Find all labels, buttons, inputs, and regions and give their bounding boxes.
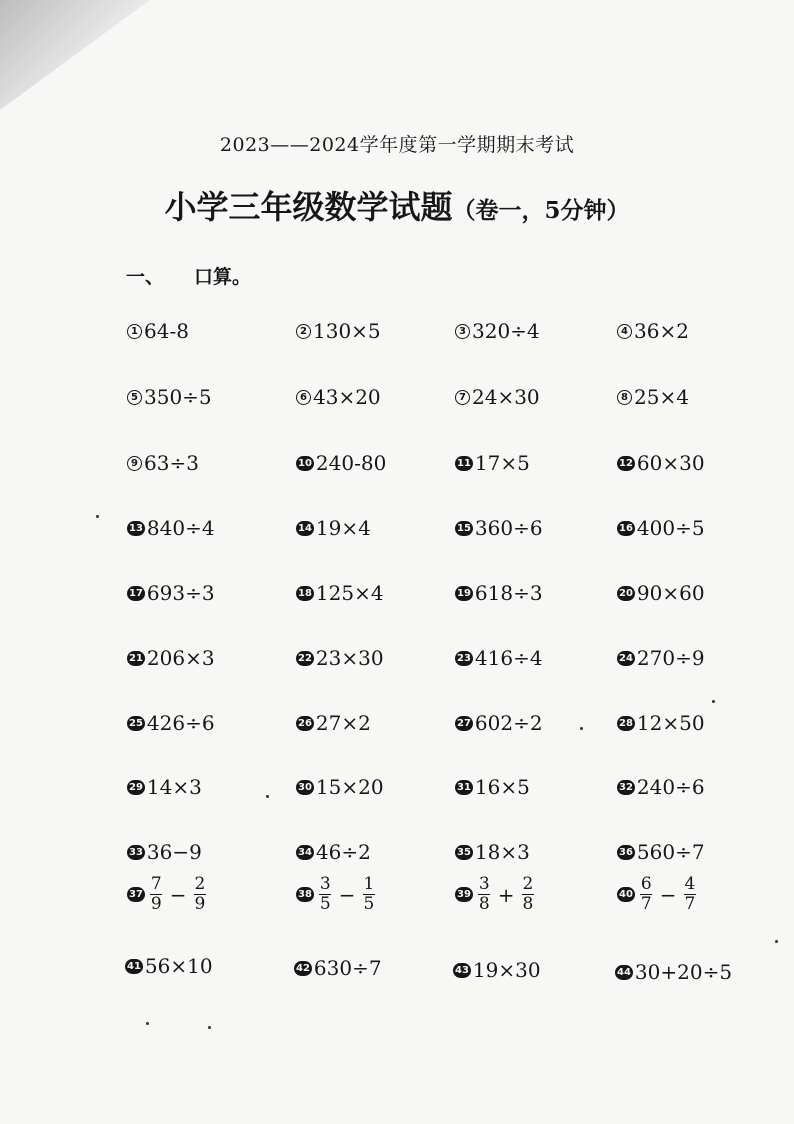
fraction-operator: − [659,882,677,907]
problem-item [296,385,381,409]
fraction [363,875,376,914]
problem-expression: 240÷6 [636,775,705,799]
problem-item [296,581,384,605]
problem-number: 10 [298,457,312,469]
problem-expression: 25×4 [634,385,689,409]
problem-number: 8 [617,390,632,405]
problem-item [617,775,705,799]
problem-expression: 416÷4 [474,646,543,670]
problem-number: 9 [127,456,142,471]
problem-expression: 125×4 [315,581,384,605]
problem-expression: 64-8 [144,319,189,343]
problem-expression: 602÷2 [474,711,543,735]
scan-speck [96,515,99,518]
fraction-denominator: 8 [522,894,534,915]
problem-item [455,840,530,864]
problem-number: 21 [129,652,143,664]
problem-item [455,385,540,409]
fraction-denominator: 9 [150,894,162,915]
problem-number: 42 [296,962,310,974]
problem-item [296,840,371,864]
problem-expression: 618÷3 [474,581,543,605]
problem-expression: 23×30 [315,646,384,670]
scan-speck [266,795,269,798]
problem-item [296,646,384,670]
problem-number: 11 [457,457,471,469]
problem-item [455,646,543,670]
problem-number: 35 [457,846,471,858]
problem-number: 2 [296,324,311,339]
problem-item [127,775,202,799]
fraction [684,875,697,914]
problem-expression: 130×5 [313,319,381,343]
problem-number: 12 [619,457,633,469]
problem-item [617,646,705,670]
problem-expression: 19×30 [472,958,541,982]
problem-item [296,319,381,343]
problem-number: 29 [129,781,143,793]
problem-expression: 63÷3 [144,451,199,475]
problem-item [296,775,384,799]
problem-number: 44 [617,966,631,978]
fraction-numerator: 4 [684,874,696,894]
problem-expression: 46÷2 [315,840,371,864]
problem-item [127,840,202,864]
problem-number: 31 [457,781,471,793]
problem-item [617,451,705,475]
problem-expression: 90×60 [636,581,705,605]
problem-item [294,956,382,980]
fraction [478,875,491,914]
problem-number: 13 [129,522,143,534]
problem-expression: 30+20÷5 [634,960,733,984]
fraction-numerator: 1 [363,874,375,894]
problem-expression: 56×10 [144,954,213,978]
problem-item [127,385,212,409]
problem-number: 26 [298,717,312,729]
fraction-denominator: 5 [319,894,331,915]
fraction-denominator: 7 [684,894,696,915]
section-heading [126,262,251,289]
fraction-denominator: 9 [194,894,206,915]
scan-speck [580,727,583,730]
problem-item [617,840,705,864]
problem-expression: 350÷5 [144,385,212,409]
problem-number: 5 [127,390,142,405]
problem-expression: 36×2 [634,319,689,343]
scan-speck [208,1026,211,1029]
problem-number: 19 [457,587,471,599]
problem-number: 36 [619,846,633,858]
title-text: 小学三年级数学试题 [164,188,453,226]
problem-item [455,516,543,540]
problem-number: 4 [617,324,632,339]
fraction [640,875,653,914]
fraction-numerator: 6 [640,874,652,894]
scan-speck [775,940,778,943]
problem-expression: 12×50 [636,711,705,735]
fraction [150,875,163,914]
problem-number: 22 [298,652,312,664]
problem-expression: 206×3 [146,646,215,670]
problem-expression: 840÷4 [146,516,215,540]
problem-item [453,958,541,982]
problem-item [127,581,215,605]
scan-speck [712,700,715,703]
problem-number: 14 [298,522,312,534]
fraction-denominator: 7 [640,894,652,915]
problem-item [455,319,540,343]
fraction-denominator: 5 [363,894,375,915]
problem-item [455,775,530,799]
problem-expression: 24×30 [472,385,540,409]
problem-expression: 320÷4 [472,319,540,343]
problem-expression: 270÷9 [636,646,705,670]
problem-item [455,581,543,605]
fraction-problem [296,875,378,914]
problem-item [127,711,215,735]
problem-item [617,319,689,343]
problem-expression: 36−9 [146,840,202,864]
problem-number: 24 [619,652,633,664]
problem-number: 39 [457,889,471,901]
problem-expression: 18×3 [474,840,530,864]
problem-item [296,451,386,475]
fraction-operator: − [338,882,356,907]
fraction-denominator: 8 [478,894,490,915]
problem-item [127,646,215,670]
scan-speck [146,1022,149,1025]
problem-number: 23 [457,652,471,664]
section-label: 口算。 [194,266,252,288]
fraction-problem [617,875,699,914]
problem-number: 17 [129,587,143,599]
section-number: 一、 [126,266,165,288]
problem-expression: 43×20 [313,385,381,409]
problem-expression: 60×30 [636,451,705,475]
problem-number: 38 [298,889,312,901]
problem-number: 40 [619,889,633,901]
problem-item [617,581,705,605]
problem-number: 32 [619,781,633,793]
problem-item [127,319,189,343]
problem-number: 6 [296,390,311,405]
problem-expression: 16×5 [474,775,530,799]
fraction [194,875,207,914]
problem-expression: 693÷3 [146,581,215,605]
exam-subtitle: 2023——2024学年度第一学期期末考试 [219,134,575,156]
problem-expression: 560÷7 [636,840,705,864]
problem-item [455,451,530,475]
fraction [522,875,535,914]
title-paren: （卷一，5分钟） [452,197,630,224]
problem-number: 18 [298,587,312,599]
problem-number: 41 [127,960,141,972]
problem-number: 30 [298,781,312,793]
paper-corner-shadow [0,0,150,110]
problem-item [617,385,689,409]
problem-number: 15 [457,522,471,534]
fraction-operator: + [497,882,515,907]
problem-expression: 240-80 [315,451,387,475]
problem-number: 16 [619,522,633,534]
fraction-numerator: 3 [319,874,331,894]
problem-expression: 14×3 [146,775,202,799]
problem-expression: 15×20 [315,775,384,799]
problem-expression: 426÷6 [146,711,215,735]
fraction-problem [455,875,537,914]
problem-number: 33 [129,846,143,858]
fraction-numerator: 7 [150,874,162,894]
problem-item [296,516,371,540]
problem-number: 34 [298,846,312,858]
problem-expression: 360÷6 [474,516,543,540]
page-title [0,182,794,228]
fraction [319,875,332,914]
problem-expression: 630÷7 [313,956,382,980]
problem-number: 3 [455,324,470,339]
problem-number: 7 [455,390,470,405]
problem-number: 27 [457,717,471,729]
problem-item [127,451,199,475]
problem-number: 28 [619,717,633,729]
problem-item [296,711,371,735]
problem-number: 43 [455,964,469,976]
fraction-numerator: 3 [478,874,490,894]
problem-number: 25 [129,717,143,729]
problem-expression: 400÷5 [636,516,705,540]
problem-number: 37 [129,889,143,901]
fraction-numerator: 2 [194,874,206,894]
problem-item [617,516,705,540]
fraction-operator: − [169,882,187,907]
problem-item [455,711,543,735]
problem-item [125,954,213,978]
problem-number: 20 [619,587,633,599]
problem-expression: 19×4 [315,516,371,540]
problem-expression: 27×2 [315,711,371,735]
fraction-numerator: 2 [522,874,534,894]
problem-expression: 17×5 [474,451,530,475]
problem-number: 1 [127,324,142,339]
problem-item [617,711,705,735]
problem-item [127,516,215,540]
problem-item [615,960,732,984]
fraction-problem [127,875,209,914]
